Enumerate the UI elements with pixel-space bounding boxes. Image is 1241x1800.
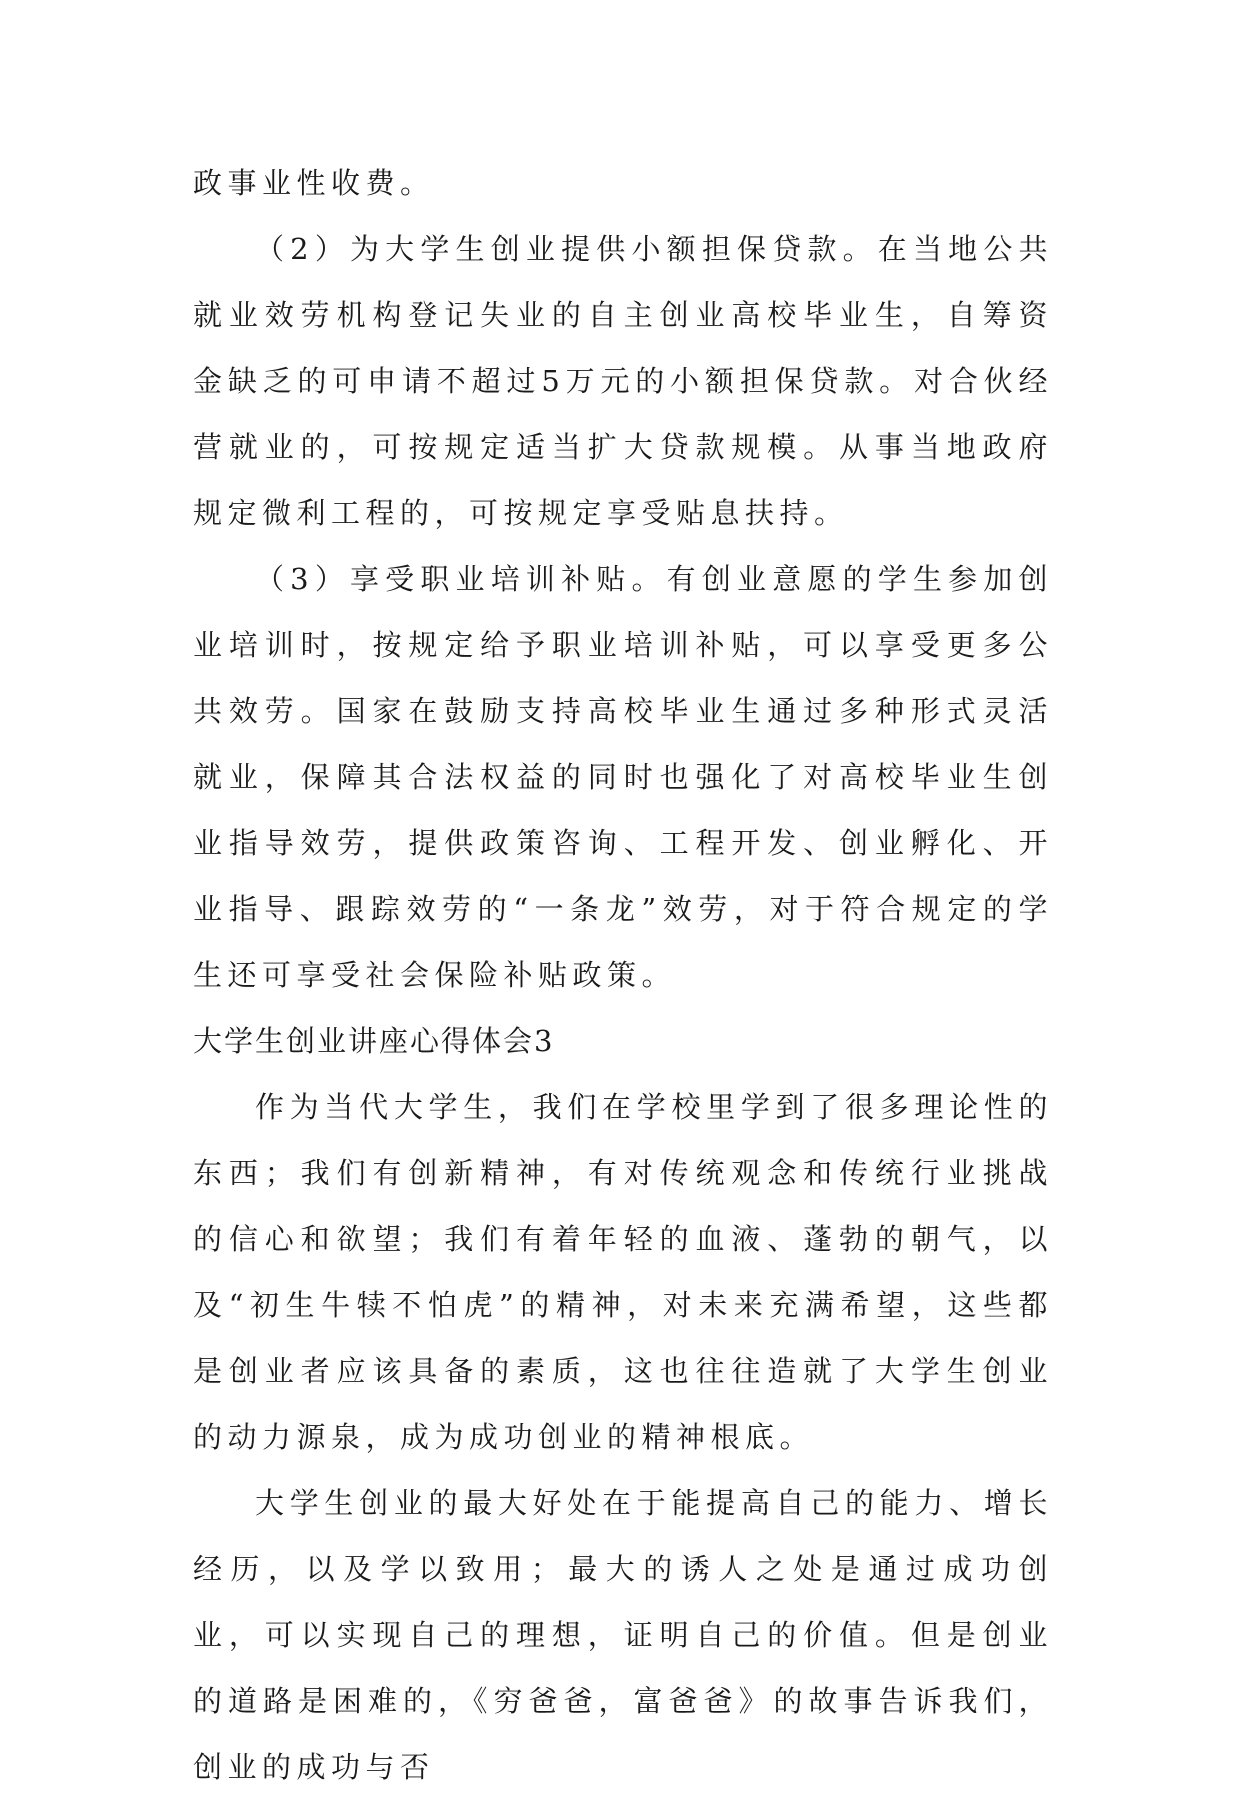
document-body xyxy=(193,150,1053,1800)
section-heading: 大学生创业讲座心得体会3 xyxy=(193,1024,555,1058)
paragraph-student-qualities: 作为当代大学生，我们在学校里学到了很多理论性的东西；我们有创新精神，有对传统观念和传统行业挑战的信心和欲望；我们有着年轻的血液、蓬勃的朝气，以及“初生牛犊不怕虎”的精神，对未来充满希望，这些都是创业者应该具备的素质，这也往往造就了大学生创业的动力源泉，成为成功创业的精神根底。 xyxy=(193,1090,1053,1454)
paragraph-continuation: 政事业性收费。 xyxy=(193,166,435,200)
paragraph-training-subsidy: （3）享受职业培训补贴。有创业意愿的学生参加创业培训时，按规定给予职业培训补贴，可以享受更多公共效劳。国家在鼓励支持高校毕业生通过多种形式灵活就业，保障其合法权益的同时也强化了对高校毕业生创业指导效劳，提供政策咨询、工程开发、创业孵化、开业指导、跟踪效劳的“一条龙”效劳，对于符合规定的学生还可享受社会保险补贴政策。 xyxy=(193,562,1053,992)
paragraph-entrepreneurship-benefits: 大学生创业的最大好处在于能提高自己的能力、增长经历，以及学以致用；最大的诱人之处是通过成功创业，可以实现自己的理想，证明自己的价值。但是创业的道路是困难的，《穷爸爸，富爸爸》的故事告诉我们，创业的成功与否 xyxy=(193,1486,1053,1784)
paragraph-guaranteed-loan: （2）为大学生创业提供小额担保贷款。在当地公共就业效劳机构登记失业的自主创业高校毕业生，自筹资金缺乏的可申请不超过5万元的小额担保贷款。对合伙经营就业的，可按规定适当扩大贷款规模。从事当地政府规定微利工程的，可按规定享受贴息扶持。 xyxy=(193,232,1053,530)
